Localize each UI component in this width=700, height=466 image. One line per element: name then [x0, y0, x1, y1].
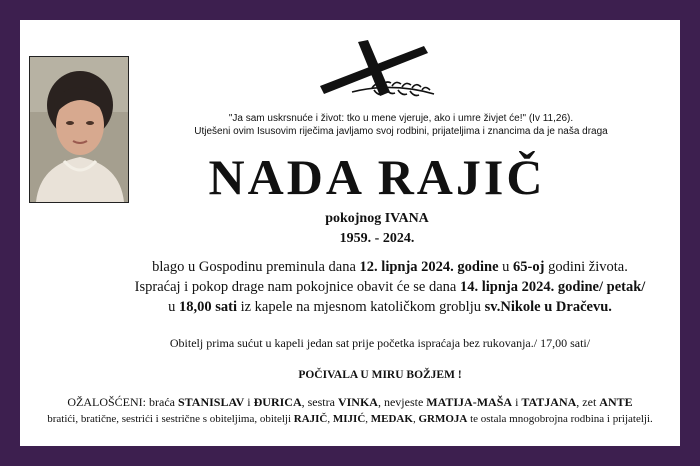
scripture-quote-block	[136, 112, 666, 138]
announcement-intro: Utješeni ovim Isusovim riječima javljamo svoj rodbini, prijateljima i znancima da je naša draga	[194, 126, 608, 137]
death-line-text: blago u Gospodinu preminula dana	[152, 259, 360, 275]
family-name: MIJIĆ	[332, 413, 366, 425]
funeral-line-text: Ispraćaj i pokop drage nam pokojnice obavit će se dana	[134, 279, 460, 295]
mourners-line-1	[22, 394, 678, 411]
father-name: pokojnog IVANA	[325, 211, 429, 226]
funeral-date-line	[100, 277, 680, 297]
mourner-name: STANISLAV	[178, 395, 245, 409]
cross-with-palm-icon	[312, 38, 442, 105]
death-date: 12. lipnja 2024. godine	[359, 259, 499, 275]
obituary-card	[20, 20, 680, 446]
relatives-text: te ostala mnogobrojna rodbina i prijatelji.	[467, 413, 653, 425]
mourner-name: TATJANA	[521, 395, 577, 409]
relation-label: braća	[146, 395, 178, 409]
life-years: 1959. - 2024.	[339, 231, 415, 246]
conjunction: i	[512, 395, 522, 409]
mourner-name: MATIJA-MAŠA	[426, 395, 513, 409]
mourners-label: OŽALOŠĆENI:	[67, 395, 147, 409]
mourner-name: VINKA	[337, 395, 378, 409]
age: 65-oj	[513, 259, 545, 275]
death-line	[100, 257, 680, 277]
death-line-text: u	[498, 259, 514, 275]
mourners-line-2: bratići, bratične, sestrići i sestrične s obiteljima, obitelji RAJIČ, MIJIĆ, MEDAK, GRMOJA te ostala mnogobrojna rodbina i prijatelji.	[47, 413, 653, 425]
condolence-note: Obitelj prima sućut u kapeli jedan sat prije početka ispraćaja bez rukovanja./ 17,00 sati/	[169, 336, 591, 350]
funeral-place-line	[100, 297, 680, 317]
mourners-list	[22, 394, 678, 428]
relation-label: , nevjeste	[377, 395, 427, 409]
relation-label: , zet	[576, 395, 600, 409]
rest-in-peace: POČIVALA U MIRU BOŽJEM !	[298, 369, 462, 381]
relatives-text: bratići, bratične, sestrići i sestrične s obiteljima, obitelji	[47, 413, 294, 425]
funeral-line-text: iz kapele na mjesnom katoličkom groblju	[236, 299, 485, 315]
scripture-quote: "Ja sam uskrsnuće i život: tko u mene vjeruje, ako i umre živjet će!" (Iv 11,26).	[228, 113, 574, 124]
conjunction: i	[244, 395, 254, 409]
family-name: RAJIČ	[293, 413, 328, 425]
mourner-name: ĐURICA	[253, 395, 302, 409]
mourner-name: ANTE	[599, 395, 633, 409]
funeral-date: 14. lipnja 2024. godine/ petak/	[460, 279, 646, 295]
death-line-text: godini života.	[544, 259, 628, 275]
deceased-name: NADA RAJIČ	[208, 149, 546, 205]
family-name: GRMOJA	[418, 413, 468, 425]
funeral-details	[100, 257, 680, 317]
relation-label: , sestra	[301, 395, 338, 409]
funeral-place: sv.Nikole u Dračevu.	[484, 299, 612, 315]
funeral-line-text: u	[168, 299, 179, 315]
family-name: MEDAK	[370, 413, 413, 425]
funeral-time: 18,00 sati	[178, 299, 237, 315]
